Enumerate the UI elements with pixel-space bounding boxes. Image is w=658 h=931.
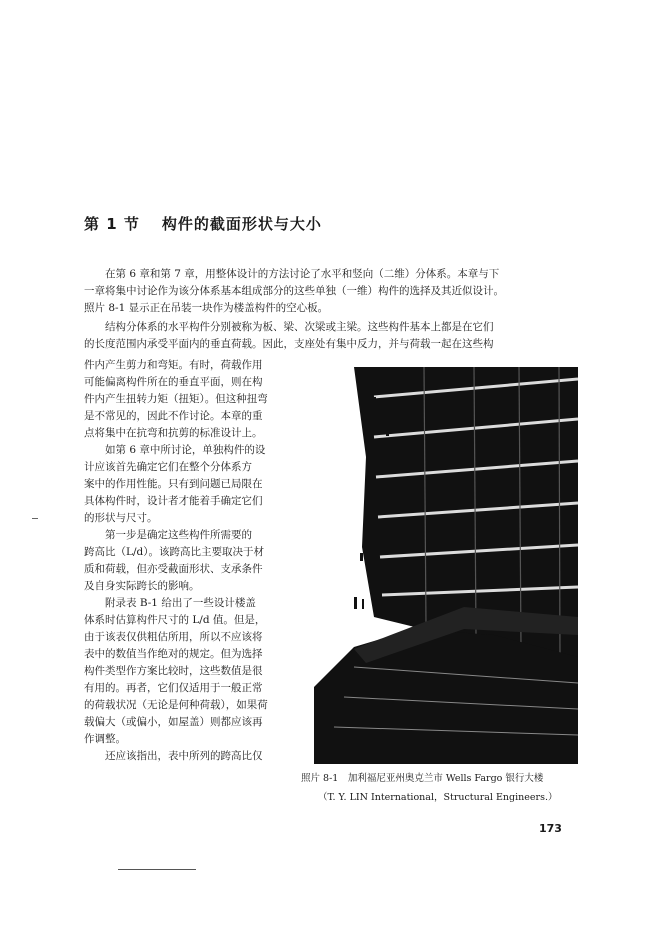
text-line: 的形状与尺寸。 xyxy=(84,512,158,524)
building-photo xyxy=(314,367,578,764)
text-line: 还应该指出，表中所列的跨高比仅 xyxy=(105,750,263,762)
text-line: 照片 8-1 显示正在吊装一块作为楼盖构件的空心板。 xyxy=(84,302,329,314)
text-line: 可能偏离构件所在的垂直平面，则在构 xyxy=(84,376,263,388)
text-line: 跨高比（L/d）。该跨高比主要取决于材 xyxy=(84,546,264,558)
text-line: 在第 6 章和第 7 章，用整体设计的方法讨论了水平和竖向（二维）分体系。本章与下 xyxy=(105,268,500,280)
text-line: 的长度范围内承受平面内的垂直荷载。因此，支座处有集中反力，并与荷载一起在这些构 xyxy=(84,338,494,350)
section-number: 第 1 节 xyxy=(84,215,140,233)
text-line: 第一步是确定这些构件所需要的 xyxy=(105,529,252,541)
text-line: 计应该首先确定它们在整个分体系方 xyxy=(84,461,252,473)
text-line: 的荷载状况（无论是何种荷载），如果荷 xyxy=(84,699,268,711)
margin-mark xyxy=(32,518,38,519)
text-line: 及自身实际跨长的影响。 xyxy=(84,580,200,592)
text-line: 作调整。 xyxy=(84,733,126,745)
text-line: 如第 6 章中所讨论，单独构件的设 xyxy=(105,444,266,456)
section-heading xyxy=(84,213,322,234)
building-photo-image xyxy=(314,367,578,764)
paragraph-1 xyxy=(84,266,584,317)
text-line: 由于该表仅供粗估所用，所以不应该将 xyxy=(84,631,263,643)
text-line: 有用的。再者，它们仅适用于一般正常 xyxy=(84,682,263,694)
text-line: 件内产生剪力和弯矩。有时，荷载作用 xyxy=(84,359,263,371)
text-line: 案中的作用性能。只有到问题已局限在 xyxy=(84,478,263,490)
text-line: 质和荷载，但亦受截面形状、支承条件 xyxy=(84,563,263,575)
footer-rule xyxy=(118,869,196,870)
text-line: 构件类型作方案比较时，这些数值是很 xyxy=(84,665,263,677)
text-line: 表中的数值当作绝对的规定。但为选择 xyxy=(84,648,263,660)
text-line: 点将集中在抗弯和抗剪的标准设计上。 xyxy=(84,427,263,439)
text-line: 载偏大（或偏小，如屋盖）则都应该再 xyxy=(84,716,263,728)
section-title: 构件的截面形状与大小 xyxy=(161,215,322,233)
text-line: 具体构件时，设计者才能着手确定它们 xyxy=(84,495,263,507)
text-line: 一章将集中讨论作为该分体系基本组成部分的这些单独（一维）构件的选择及其近似设计。 xyxy=(84,285,504,297)
photo-credit: （T. Y. LIN International，Structural Engineers.） xyxy=(318,792,558,803)
body-column xyxy=(84,357,297,765)
paragraph-2 xyxy=(84,319,584,353)
text-line: 体系时估算构件尺寸的 L/d 值。但是， xyxy=(84,614,266,626)
page-number: 173 xyxy=(539,822,562,835)
text-line: 附录表 B-1 给出了一些设计楼盖 xyxy=(105,597,256,609)
text-line: 是不常见的，因此不作讨论。本章的重 xyxy=(84,410,263,422)
photo-caption: 照片 8-1 加利福尼亚州奥克兰市 Wells Fargo 银行大楼 xyxy=(301,773,544,784)
text-line: 结构分体系的水平构件分别被称为板、梁、次梁或主梁。这些构件基本上都是在它们 xyxy=(105,321,494,333)
text-line: 件内产生扭转力矩（扭矩）。但这种扭弯 xyxy=(84,393,268,405)
